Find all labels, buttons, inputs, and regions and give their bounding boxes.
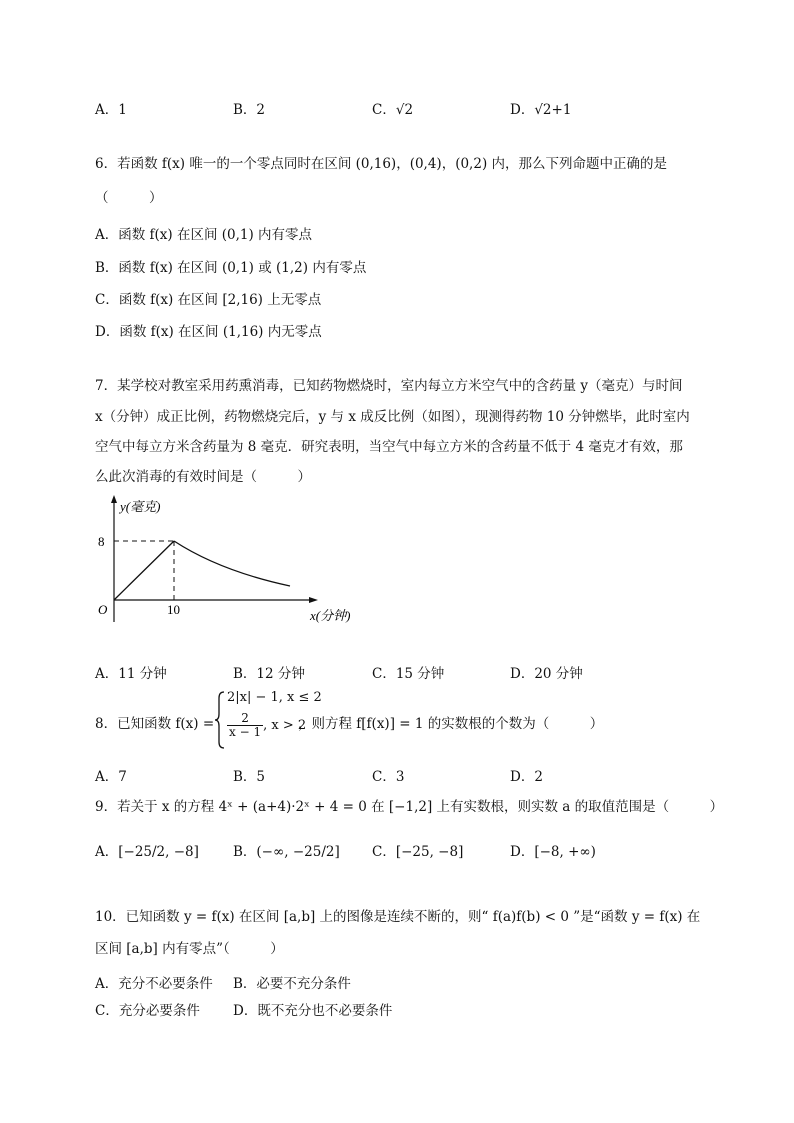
q8-case-1: 2|x| − 1, x ≤ 2 (227, 690, 322, 705)
q9-option-a: A．[−25/2, −8] (95, 844, 199, 860)
linear-segment (114, 541, 174, 600)
q7-option-d: D．20 分钟 (510, 666, 583, 682)
q6-option-c: C．函数 f(x) 在区间 [2,16) 上无零点 (95, 292, 322, 308)
q10-option-a: A．充分不必要条件 (95, 976, 213, 992)
q7-line-2: x（分钟）成正比例，药物燃烧完后，y 与 x 成反比例（如图），现测得药物 10 分钟燃毕，此时室内 (95, 409, 690, 425)
q9-option-b: B．(−∞, −25/2] (233, 844, 340, 860)
x-axis-label: x(分钟) (310, 608, 351, 623)
y-axis-arrow-icon (111, 495, 117, 503)
q6-answer-paren: （ ） (95, 190, 163, 206)
q7-line-3: 空气中每立方米含药量为 8 毫克．研究表明，当空气中每立方米的含药量不低于 4 毫克才有效，那 (95, 439, 683, 455)
q8-option-d: D．2 (510, 769, 543, 785)
q7-line-1: 7．某学校对教室采用药熏消毒，已知药物燃烧时，室内每立方米空气中的含药量 y（毫克）与时间 (95, 378, 683, 394)
q7-line-4: 么此次消毒的有效时间是（ ） (95, 469, 311, 485)
q9-option-d: D．[−8, +∞) (510, 844, 596, 860)
q7-option-b: B．12 分钟 (233, 666, 305, 682)
piecewise-brace-icon (214, 690, 226, 750)
q5-option-d: D．√2+1 (510, 102, 572, 118)
q10-line-1: 10．已知函数 y = f(x) 在区间 [a,b] 上的图像是连续不断的，则“ f(a)f(b) < 0 ”是“函数 y = f(x) 在 (95, 909, 701, 925)
q8-case-2-denominator: x − 1 (229, 725, 262, 740)
q5-option-b: B．2 (233, 102, 266, 118)
q6-option-a: A．函数 f(x) 在区间 (0,1) 内有零点 (95, 227, 313, 243)
q9-option-c: C．[−25, −8] (372, 844, 464, 860)
x-axis-arrow-icon (309, 597, 318, 603)
inverse-curve (174, 541, 290, 586)
q8-suffix: ，则方程 f[f(x)] = 1 的实数根的个数为（ ） (298, 716, 604, 732)
q8-option-a: A．7 (95, 769, 127, 785)
q8-option-b: B．5 (233, 769, 266, 785)
q6-stem: 6．若函数 f(x) 唯一的一个零点同时在区间 (0,16)，(0,4)，(0,2) 内，那么下列命题中正确的是 (95, 156, 667, 172)
q8-case-2 (227, 712, 306, 739)
q10-option-b: B．必要不充分条件 (233, 976, 351, 992)
q6-option-b: B．函数 f(x) 在区间 (0,1) 或 (1,2) 内有零点 (95, 260, 367, 276)
q7-option-a: A．11 分钟 (95, 666, 167, 682)
q9-stem: 9．若关于 x 的方程 4ˣ + (a+4)·2ˣ + 4 = 0 在 [−1,2] 上有实数根，则实数 a 的取值范围是（ ） (95, 799, 724, 815)
q8-prefix: 8．已知函数 f(x) = (95, 716, 215, 732)
q7-graph (90, 492, 370, 632)
q10-option-d: D．既不充分也不必要条件 (233, 1003, 393, 1019)
q6-option-d: D．函数 f(x) 在区间 (1,16) 内无零点 (95, 324, 322, 340)
q8-case-2-numerator: 2 (227, 712, 263, 726)
q5-option-c: C．√2 (372, 102, 414, 118)
y-axis-label: y(毫克) (120, 499, 161, 514)
q8-case-2-condition: , x > 2 (263, 718, 307, 734)
q10-option-c: C．充分必要条件 (95, 1003, 200, 1019)
q8-option-c: C．3 (372, 769, 405, 785)
q5-option-a: A．1 (95, 102, 127, 118)
q7-option-c: C．15 分钟 (372, 666, 445, 682)
y-tick-8: 8 (98, 534, 105, 549)
q10-line-2: 区间 [a,b] 内有零点”（ ） (95, 941, 284, 957)
origin-label: O (98, 602, 108, 617)
x-tick-10: 10 (167, 602, 180, 617)
